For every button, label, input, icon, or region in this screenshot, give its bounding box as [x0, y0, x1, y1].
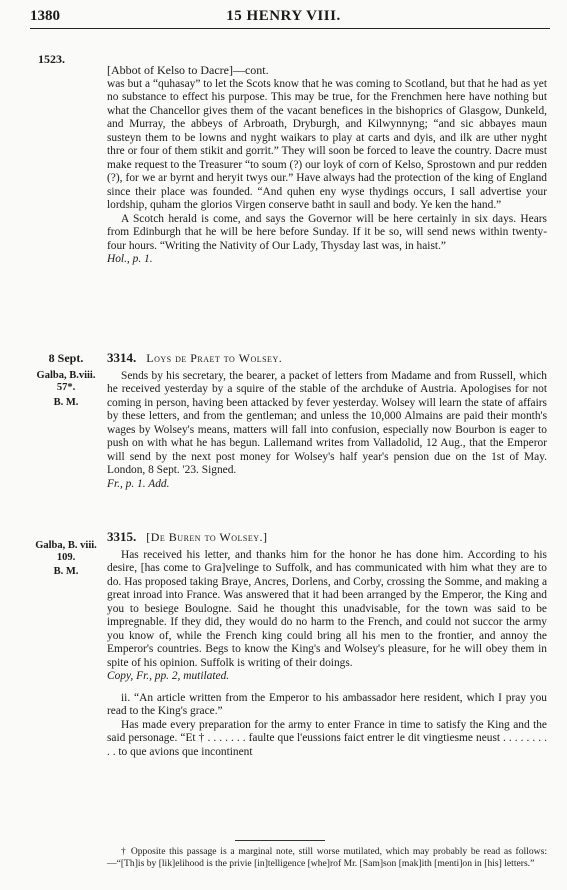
year-label: 1523.	[38, 52, 65, 66]
entry-paragraph: A Scotch herald is come, and says the Governor will be here certainly in six days. Hears from Edinburgh that he will be here before Sunday. If it be so, will send news within twenty-four hours. “Writing the Nativity of Our Lady, Thysday last was, in haist.”	[107, 212, 547, 252]
running-title: 15 HENRY VIII.	[226, 8, 341, 24]
entry-3314	[107, 351, 547, 491]
entry-heading: [Abbot of Kelso to Dacre]—cont.	[107, 63, 269, 77]
margin-reference: Galba, B. viii.	[35, 540, 97, 551]
entry-title: [De Buren to Wolsey.]	[146, 530, 268, 544]
entry-date: 8 Sept.	[48, 351, 84, 365]
entry-title: Loys de Praet to Wolsey.	[146, 351, 283, 365]
margin-reference: Galba, B.viii.	[36, 370, 96, 381]
entry-source: Copy, Fr., pp. 2, mutilated.	[107, 670, 230, 682]
entry-title-line	[107, 351, 547, 366]
margin-reference: 57*.	[56, 382, 76, 393]
footnote-text: † Opposite this passage is a marginal note, still worse mutilated, which may probably be read as follows:—“[Th]is by [lik]elihood is the privie [in]telligence [whe]rof Mr. [Sam]son [mak]ith [menti]on in [his] letters.”	[107, 846, 547, 869]
page-number: 1380	[30, 8, 60, 24]
margin-reference: 109.	[56, 552, 76, 563]
header-rule	[30, 28, 550, 29]
entry-number: 3314.	[107, 350, 137, 365]
margin-reference: B. M.	[53, 566, 79, 577]
entry-source: Fr., p. 1. Add.	[107, 477, 170, 490]
entry-source: Hol., p. 1.	[107, 253, 153, 265]
footnote-rule	[235, 840, 325, 841]
entry-paragraph: was but a “quhasay” to let the Scots know that he was coming to Scotland, but that he had as yet no substance to effect his purpose. This may be true, for the Frenchmen here have nothing but what the Chancellor gives them of the vacant benefices in the bishoprics of Glasgow, Dunkeld, and Murray, the abbeys of Arbroath, Dryburgh, and Kilwynnyng; “and sic abbayes maun susteyn them to be lowns and nyght waikars to play at carts and dyis, and ilk are uther nyght thre or four of them stikit and gorrit.” They will soon be forced to leave the country. Dacre must make request to the Treasurer “to soum (?) our loyk of corn of Kelso, Sprostown and pur redden (?), for we ar byrnt and heryit twys our.” Have always had the protection of the king of England since their place was founded. “And quhen eny wyse thydings occurs, I sall advertise your lordship, quham the glorios Virgen conserve batht in saull and body. Ye ken the hand.”	[107, 77, 547, 211]
footnote	[107, 846, 547, 869]
entry-paragraph: Sends by his secretary, the bearer, a packet of letters from Madame and from Russell, which he received yesterday by a squire of the stable of the archduke of Austria. Apologises for not coming in person, having been attacked by fever yesterday. Wolsey will learn the state of affairs by these letters, and from the gentleman; and unless the 10,000 Almains are paid their month's wages by Wolsey's means, matters will fall into confusion, especially now Bourbon is eager to push on with what he has begun. Lallemand writes from Valladolid, 12 Aug., that the Emperor will send by the next post money for Wolsey's half year's pension due on the 1st of May. London, 8 Sept. '23. Signed.	[107, 369, 547, 476]
entry-paragraph: Has received his letter, and thanks him for the honor he has done him. According to his desire, [has come to Gra]velinge to Suffolk, and has communicated with him what they are to do. Has proposed taking Braye, Ancres, Dorlens, and Corby, crossing the Somme, and making a great inroad into France. Was answered that it had been arranged by the Emperor, the King and you to besiege Boulogne. Said he thought this unadvisable, for the town was said to be impregnable. If they did, they would do no harm to the French, and could not succor the army you know of, while the French king could bring all his men to the frontier, and annoy the Emperor's countries. Begs to know the King's and Wolsey's pleasure, for he will obey them in spite of his opinion. Suffolk is writing of their doings.	[107, 548, 547, 669]
entry-3315	[107, 530, 547, 759]
entry-paragraph: ii. “An article written from the Emperor to his ambassador here resident, which I pray you read to the King's grace.”	[107, 691, 547, 717]
entry-continued	[107, 64, 547, 267]
entry-title-line	[107, 530, 547, 545]
entry-paragraph: Has made every preparation for the army to enter France in time to satisfy the King and the said personage. “Et † . . . . . . . faulte que l'eussions faict entrer le dit vingtiesme neust . . . . . . . . . . to que avions que incontinent	[107, 718, 547, 758]
entry-number: 3315.	[107, 529, 137, 544]
page-header	[0, 6, 567, 28]
margin-reference: B. M.	[53, 397, 79, 408]
